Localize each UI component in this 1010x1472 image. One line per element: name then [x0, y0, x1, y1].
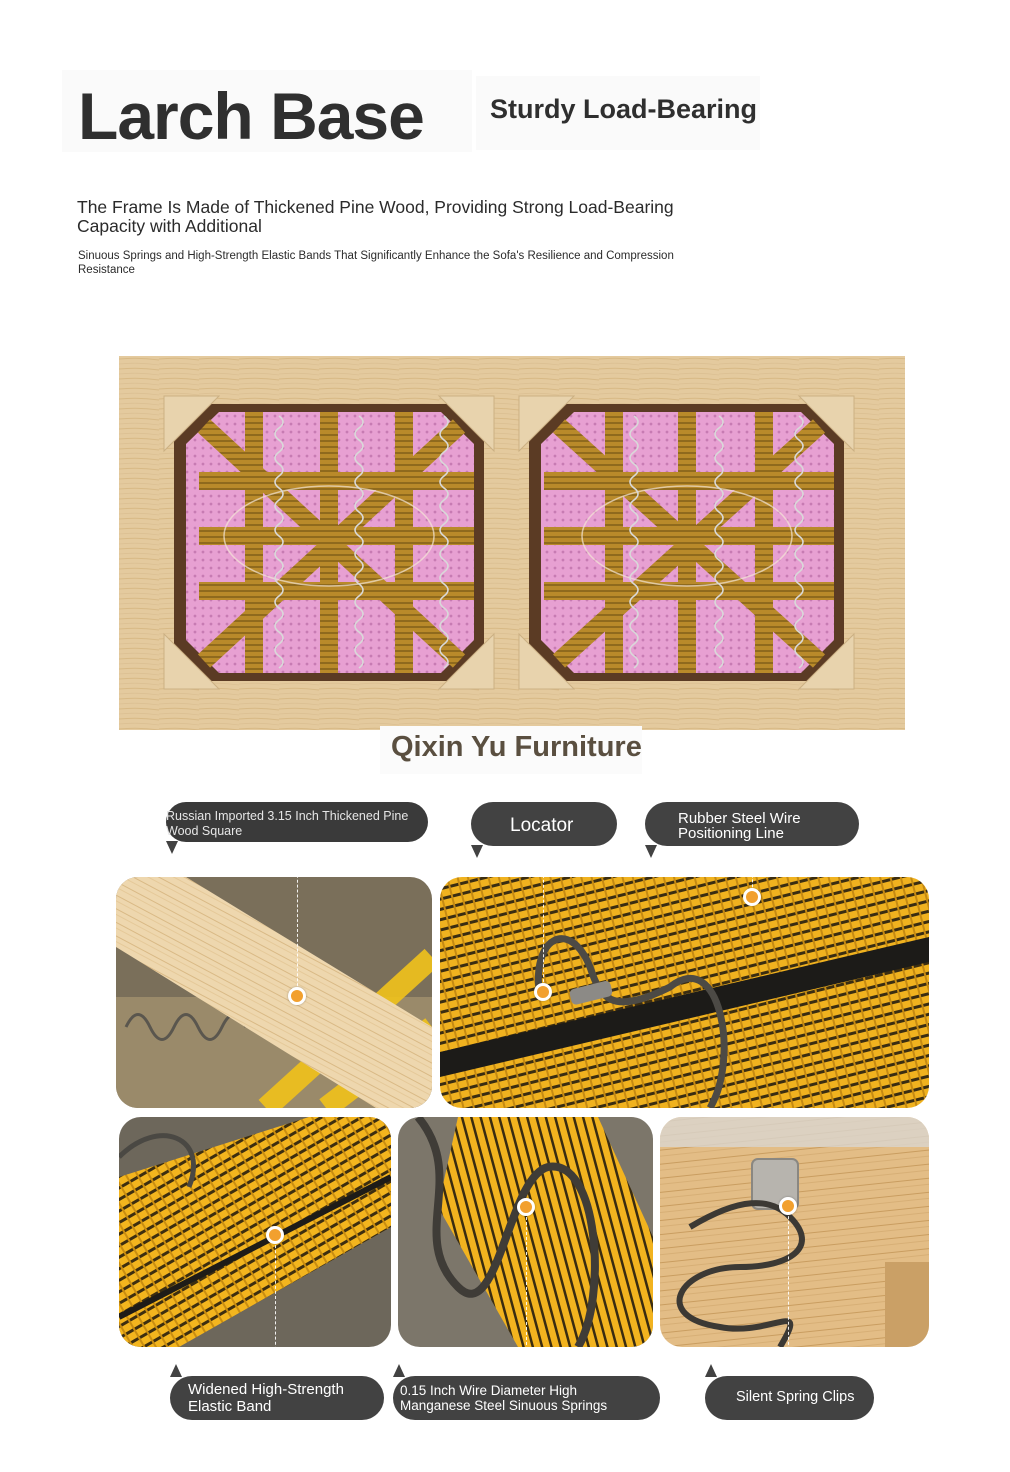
callout-locator [471, 802, 617, 846]
title-block [62, 70, 472, 152]
leader-line-locator [543, 860, 544, 992]
marker-dot-wood [288, 987, 306, 1005]
callout-positioning-label: Rubber Steel Wire Positioning Line [678, 810, 801, 842]
brand-block [380, 726, 642, 774]
elastic-band-photo [119, 1117, 391, 1347]
wood-square-photo [116, 877, 432, 1108]
callout-spring-label: 0.15 Inch Wire Diameter High Manganese Steel Sinuous Springs [400, 1383, 608, 1413]
sofa-frame-image [119, 356, 905, 730]
callout-band-label: Widened High-Strength Elastic Band [188, 1381, 344, 1415]
marker-dot-spring [517, 1198, 535, 1216]
leader-line-spring [526, 1207, 527, 1360]
callout-wood-label: Russian Imported 3.15 Inch Thickened Pine Wood Square [166, 809, 409, 838]
brand-name: Qixin Yu Furniture [391, 731, 642, 763]
description-secondary: Sinuous Springs and High-Strength Elastic Bands That Significantly Enhance the Sofa's Resilience and Compression Resistance [78, 250, 674, 276]
marker-dot-clips [779, 1197, 797, 1215]
locator-photo [440, 877, 929, 1108]
marker-dot-locator [534, 983, 552, 1001]
subtitle-block [476, 76, 760, 150]
callout-wood [166, 802, 428, 842]
left-spring-cell [174, 404, 484, 681]
page-title: Larch Base [78, 79, 424, 153]
callout-spring [393, 1376, 660, 1420]
spring-clips-photo [660, 1117, 929, 1347]
callout-locator-label: Locator [510, 815, 574, 836]
callout-band [170, 1376, 384, 1420]
leader-line-clips [788, 1206, 789, 1360]
callout-clips-label: Silent Spring Clips [736, 1389, 855, 1405]
callout-positioning [645, 802, 859, 846]
leader-line-wood [297, 860, 298, 996]
callout-clips [705, 1376, 874, 1420]
marker-dot-band [266, 1226, 284, 1244]
description-primary: The Frame Is Made of Thickened Pine Wood, Providing Strong Load-Bearing Capacity with Additional [77, 197, 674, 236]
page-subtitle: Sturdy Load-Bearing [490, 94, 758, 124]
right-spring-cell [529, 404, 844, 681]
leader-line-band [275, 1235, 276, 1360]
marker-dot-positioning [743, 888, 761, 906]
